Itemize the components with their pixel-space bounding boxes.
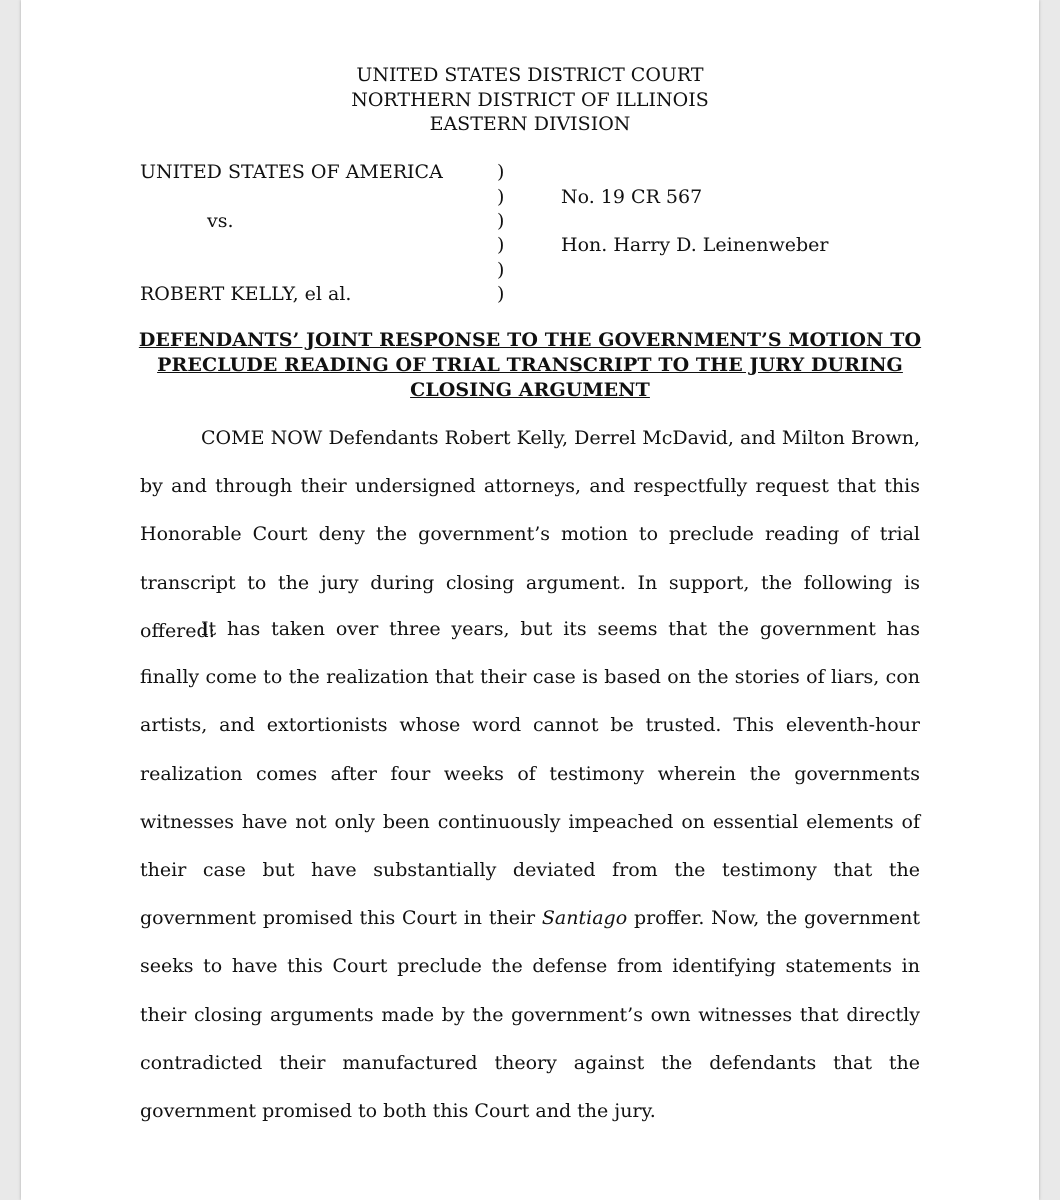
title-line: PRECLUDE READING OF TRIAL TRANSCRIPT TO THE JURY DURING — [157, 354, 903, 376]
paragraph-2-text: It has taken over three years, but its seems that the government has finally come to the realization that their case is based on the stories of liars, con artists, and extortionists whose word cannot be trusted. This eleventh-hour realization comes after four weeks of testimony wherein the governments witnesses have not only been continuously impeached on essential elements of their case but have substantially deviated from the testimony that the government promised this Court in their — [140, 618, 920, 930]
district-name: NORTHERN DISTRICT OF ILLINOIS — [351, 88, 709, 111]
court-name: UNITED STATES DISTRICT COURT — [356, 64, 704, 86]
plaintiff-name: UNITED STATES OF AMERICA — [140, 161, 443, 183]
caption-paren: ) — [497, 186, 505, 208]
court-heading — [0, 63, 1060, 137]
paragraph-1: COME NOW Defendants Robert Kelly, Derrel McDavid, and Milton Brown, by and through their undersigned attorneys, and respectfully request that this Honorable Court deny the government’s motion to preclude reading of trial transcript to the jury during closing argument. In support, the following is offered: — [140, 427, 920, 642]
paragraph-2 — [140, 605, 920, 1135]
division-name: EASTERN DIVISION — [429, 113, 631, 135]
document-title — [130, 328, 930, 403]
case-number: No. 19 CR 567 — [561, 186, 703, 208]
versus-label: vs. — [207, 210, 234, 232]
caption-paren: ) — [497, 210, 505, 232]
caption-paren: ) — [497, 259, 505, 281]
judge-name: Hon. Harry D. Leinenweber — [561, 234, 829, 256]
caption-paren: ) — [497, 161, 505, 183]
caption-paren: ) — [497, 234, 505, 256]
paragraph-2-text-continued: proffer. Now, the government seeks to have this Court preclude the defense from identifying statements in their closing arguments made by the government’s own witnesses that directly contradicted their manufactured theory against the defendants that the government promised to both this Court and the jury. — [140, 907, 921, 1123]
title-line: DEFENDANTS’ JOINT RESPONSE TO THE GOVERNMENT’S MOTION TO — [138, 329, 922, 351]
defendant-name: ROBERT KELLY, el al. — [140, 283, 352, 305]
case-citation: Santiago — [541, 907, 628, 930]
title-line: CLOSING ARGUMENT — [410, 379, 650, 401]
caption-paren: ) — [497, 283, 505, 305]
